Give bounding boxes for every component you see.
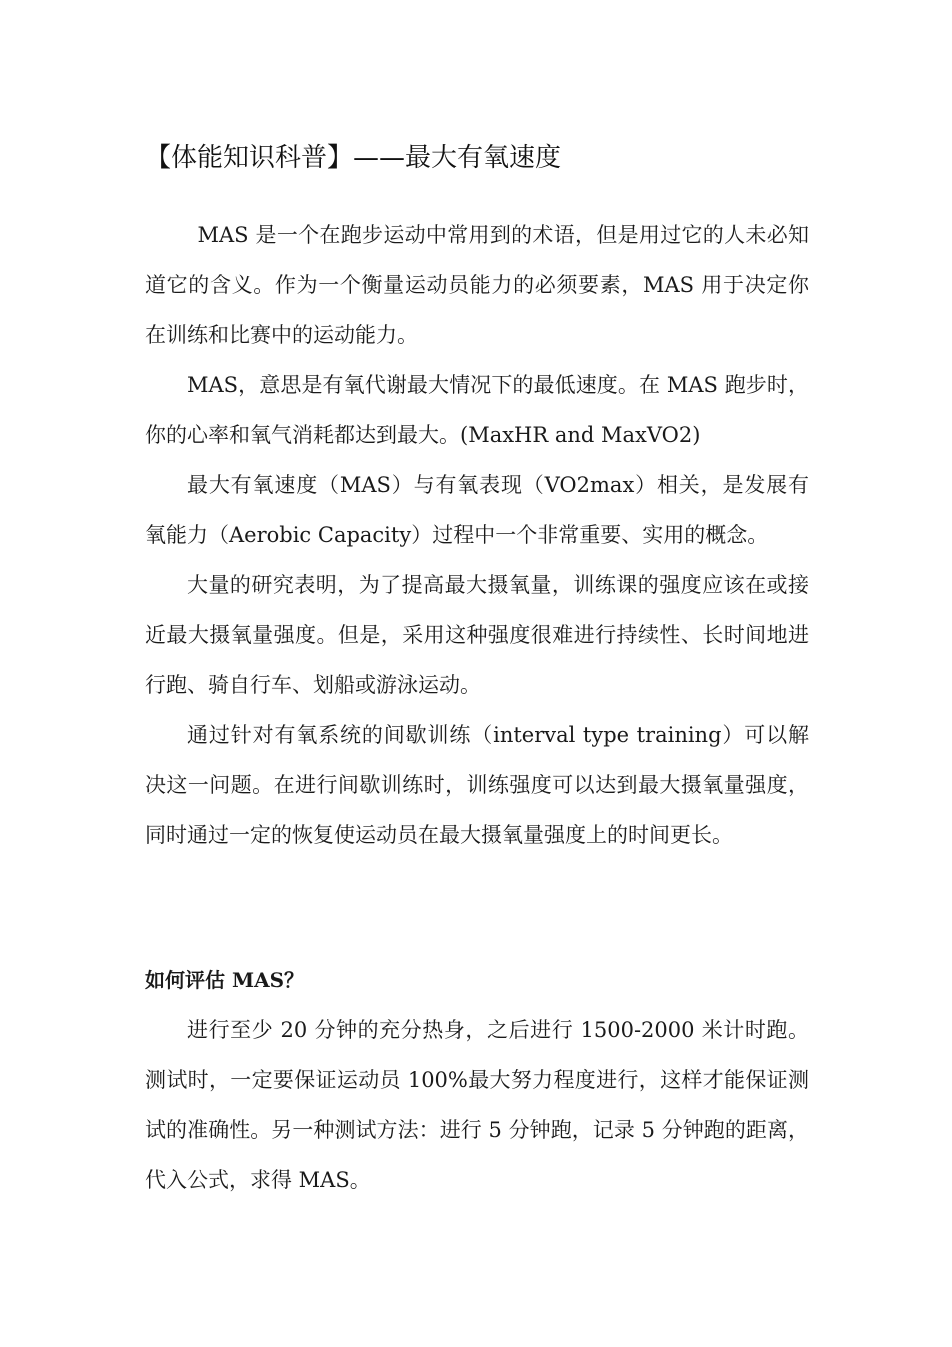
paragraph-mas-vo2max: 最大有氧速度（MAS）与有氧表现（VO2max）相关，是发展有氧能力（Aerobic Capacity）过程中一个非常重要、实用的概念。: [145, 473, 809, 547]
document-body: [145, 210, 809, 860]
paragraph-interval-training: 通过针对有氧系统的间歇训练（interval type training）可以解决这一问题。在进行间歇训练时，训练强度可以达到最大摄氧量强度，同时通过一定的恢复使运动员在最大摄氧量强度上的时间更长。: [145, 723, 809, 847]
section-how-to-assess: [145, 955, 809, 1205]
document-title: 【体能知识科普】——最大有氧速度: [145, 143, 562, 173]
paragraph-research: 大量的研究表明，为了提高最大摄氧量，训练课的强度应该在或接近最大摄氧量强度。但是，采用这种强度很难进行持续性、长时间地进行跑、骑自行车、划船或游泳运动。: [145, 573, 809, 697]
section-heading: 如何评估 MAS？: [145, 968, 305, 992]
paragraph-mas-definition: MAS，意思是有氧代谢最大情况下的最低速度。在 MAS 跑步时，你的心率和氧气消耗都达到最大。(MaxHR and MaxVO2): [145, 373, 809, 447]
section-paragraph: 进行至少 20 分钟的充分热身，之后进行 1500-2000 米计时跑。测试时，一定要保证运动员 100%最大努力程度进行，这样才能保证测试的准确性。另一种测试方法：进行 5 分钟跑，记录 5 分钟跑的距离，代入公式，求得 MAS。: [145, 1018, 809, 1192]
paragraph-mas-intro: MAS 是一个在跑步运动中常用到的术语，但是用过它的人未必知道它的含义。作为一个衡量运动员能力的必须要素，MAS 用于决定你在训练和比赛中的运动能力。: [145, 223, 809, 347]
